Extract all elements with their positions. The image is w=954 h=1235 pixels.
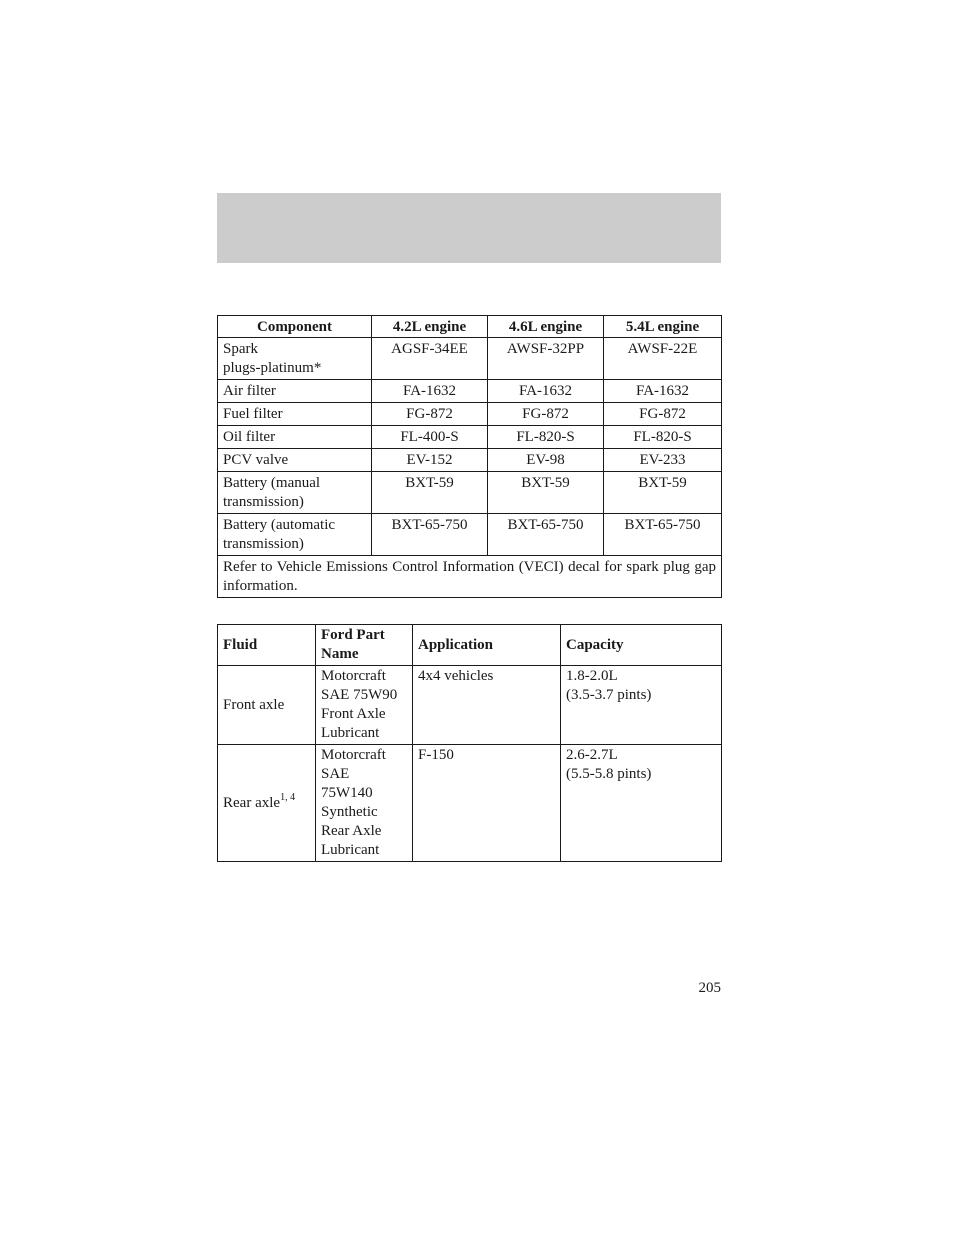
part-number-cell: EV-98 [488, 449, 604, 472]
column-header-5.4l-engine: 5.4L engine [604, 316, 722, 338]
part-name-cell: Motorcraft SAE 75W90 Front Axle Lubricant [316, 666, 413, 745]
part-number-cell: AGSF-34EE [372, 338, 488, 380]
table-row [218, 472, 722, 514]
part-number-cell: FG-872 [604, 403, 722, 426]
part-number-cell: FL-820-S [604, 426, 722, 449]
fluid-cell [218, 666, 316, 745]
column-header-component: Component [218, 316, 372, 338]
part-number-cell: BXT-59 [372, 472, 488, 514]
table-row [218, 403, 722, 426]
part-number-cell: FA-1632 [604, 380, 722, 403]
part-number-cell: FG-872 [488, 403, 604, 426]
column-header-4.6l-engine: 4.6L engine [488, 316, 604, 338]
table-header-row [218, 316, 722, 338]
lubricant-specifications-table [217, 624, 722, 862]
application-cell: 4x4 vehicles [413, 666, 561, 745]
part-number-cell: BXT-59 [488, 472, 604, 514]
maintenance-parts-table [217, 315, 722, 598]
part-number-cell: BXT-65-750 [372, 514, 488, 556]
part-number-cell: FA-1632 [372, 380, 488, 403]
component-cell: PCV valve [218, 449, 372, 472]
part-number-cell: AWSF-22E [604, 338, 722, 380]
table-row [218, 380, 722, 403]
application-cell: F-150 [413, 745, 561, 862]
table-row [218, 666, 722, 745]
table-row [218, 514, 722, 556]
part-number-cell: FL-400-S [372, 426, 488, 449]
column-header-capacity: Capacity [561, 625, 722, 666]
column-header-application: Application [413, 625, 561, 666]
part-number-cell: FL-820-S [488, 426, 604, 449]
part-number-cell: FG-872 [372, 403, 488, 426]
table-row [218, 338, 722, 380]
part-number-cell: EV-233 [604, 449, 722, 472]
capacity-cell: 2.6-2.7L (5.5-5.8 pints) [561, 745, 722, 862]
component-cell: Fuel filter [218, 403, 372, 426]
component-cell: Battery (automatic transmission) [218, 514, 372, 556]
column-header-fluid: Fluid [218, 625, 316, 666]
part-name-cell: Motorcraft SAE 75W140 Synthetic Rear Axle Lubricant [316, 745, 413, 862]
section-header-band [217, 193, 721, 263]
part-number-cell: EV-152 [372, 449, 488, 472]
part-number-cell: FA-1632 [488, 380, 604, 403]
column-header-4.2l-engine: 4.2L engine [372, 316, 488, 338]
fluid-label: Rear axle [223, 794, 281, 811]
spark-plug-gap-note: Refer to Vehicle Emissions Control Information (VECI) decal for spark plug gap information. [218, 556, 722, 598]
table-row [218, 426, 722, 449]
part-number-cell: AWSF-32PP [488, 338, 604, 380]
column-header-ford-part-name: Ford Part Name [316, 625, 413, 666]
component-cell: Air filter [218, 380, 372, 403]
part-number-cell: BXT-65-750 [488, 514, 604, 556]
component-cell: Oil filter [218, 426, 372, 449]
component-cell: Battery (manual transmission) [218, 472, 372, 514]
table-header-row [218, 625, 722, 666]
component-cell: Spark plugs-platinum* [218, 338, 372, 380]
table-row [218, 449, 722, 472]
capacity-cell: 1.8-2.0L (3.5-3.7 pints) [561, 666, 722, 745]
part-number-cell: BXT-65-750 [604, 514, 722, 556]
fluid-label: Front axle [223, 696, 285, 713]
footnote-reference: 1, 4 [280, 791, 296, 803]
table-row [218, 745, 722, 862]
part-number-cell: BXT-59 [604, 472, 722, 514]
page-number: 205 [698, 980, 721, 996]
table-note-row [218, 556, 722, 598]
fluid-cell [218, 745, 316, 862]
